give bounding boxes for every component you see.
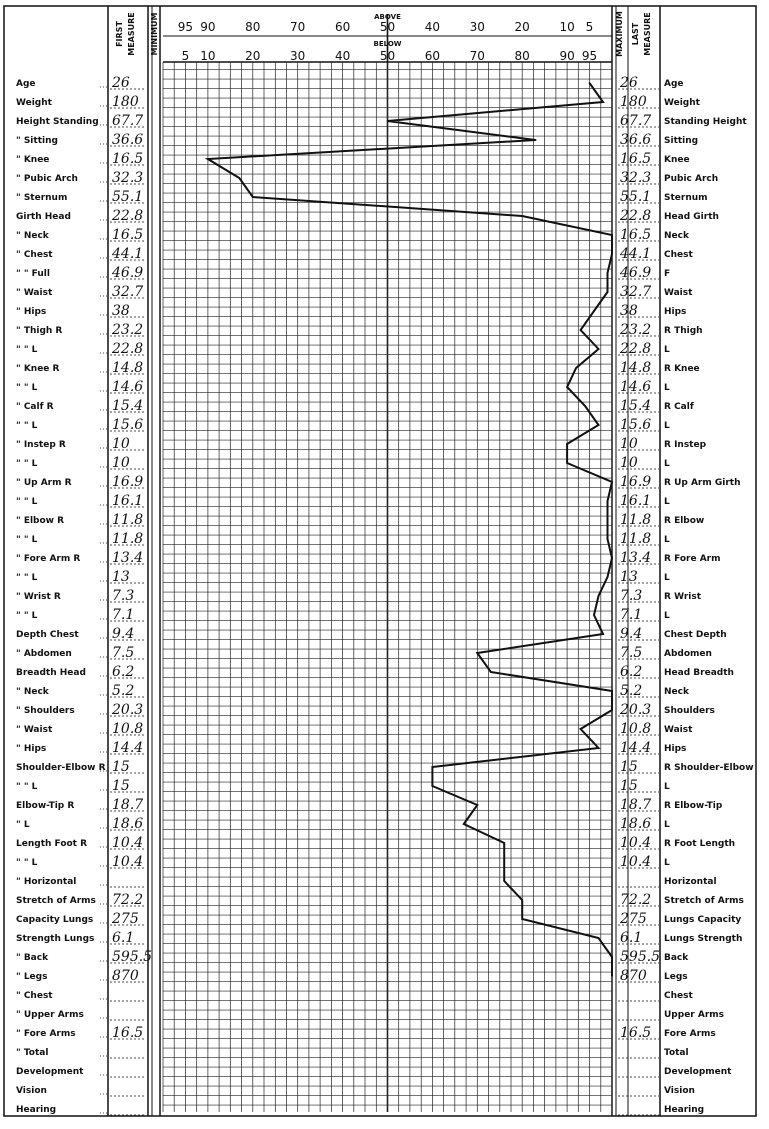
row-label-left: " Calf R bbox=[16, 402, 54, 412]
top-tick-label: 60 bbox=[334, 20, 351, 34]
first-measure-value: 14.8 bbox=[112, 360, 144, 376]
last-measure-value: 67.7 bbox=[620, 113, 652, 129]
bottom-tick-label: 5 bbox=[181, 49, 190, 63]
row-label-right: L bbox=[664, 611, 670, 621]
row-label-right: Chest Depth bbox=[664, 630, 727, 640]
row-label-right: R Shoulder-Elbow bbox=[664, 763, 754, 773]
first-measure-value: 10.4 bbox=[112, 854, 144, 870]
first-measure-value: 67.7 bbox=[112, 113, 144, 129]
first-measure-value: 46.9 bbox=[112, 265, 144, 281]
row-label-left: " Sternum bbox=[16, 193, 68, 203]
last-measure-value: 32.3 bbox=[620, 170, 652, 186]
row-label-right: Waist bbox=[664, 725, 693, 735]
last-measure-value: 14.6 bbox=[620, 379, 652, 395]
first-measure-value: 11.8 bbox=[112, 512, 144, 528]
last-measure-value: 11.8 bbox=[620, 512, 652, 528]
row-label-left: " L bbox=[16, 820, 30, 830]
first-measure-header: MEASURE bbox=[127, 12, 136, 56]
first-measure-value: 5.2 bbox=[112, 683, 135, 699]
first-measure-value: 16.5 bbox=[112, 151, 144, 167]
first-measure-value: 23.2 bbox=[112, 322, 144, 338]
first-measure-value: 595.5 bbox=[112, 949, 153, 965]
row-label-right: Standing Height bbox=[664, 117, 747, 127]
row-label-right: R Foot Length bbox=[664, 839, 736, 849]
row-label-left: " " L bbox=[16, 497, 38, 507]
row-label-right: L bbox=[664, 421, 670, 431]
last-measure-value: 16.9 bbox=[620, 474, 652, 490]
row-label-right: L bbox=[664, 497, 670, 507]
row-label-left: " Fore Arm R bbox=[16, 554, 81, 564]
row-label-right: L bbox=[664, 459, 670, 469]
row-label-left: " Thigh R bbox=[16, 326, 63, 336]
first-measure-value: 13.4 bbox=[112, 550, 144, 566]
last-measure-value: 18.7 bbox=[620, 797, 652, 813]
bottom-tick-label: 50 bbox=[379, 49, 396, 63]
last-measure-value: 26 bbox=[620, 75, 638, 91]
top-tick-label: 30 bbox=[469, 20, 485, 34]
row-label-left: Height Standing bbox=[16, 117, 99, 127]
last-measure-value: 15.4 bbox=[620, 398, 652, 414]
row-label-right: Upper Arms bbox=[664, 1010, 725, 1020]
row-label-right: L bbox=[664, 535, 670, 545]
last-measure-value: 6.1 bbox=[620, 930, 643, 946]
last-measure-value: 20.3 bbox=[620, 702, 652, 718]
top-tick-label: 20 bbox=[514, 20, 530, 34]
row-label-left: " Neck bbox=[16, 231, 49, 241]
row-label-left: " Back bbox=[16, 953, 49, 963]
first-measure-value: 14.4 bbox=[112, 740, 144, 756]
first-measure-header: FIRST bbox=[115, 21, 124, 47]
chart-headers bbox=[115, 11, 652, 63]
row-label-left: " " L bbox=[16, 345, 38, 355]
last-measure-value: 180 bbox=[620, 94, 647, 110]
row-label-left: Hearing bbox=[16, 1105, 57, 1115]
last-measure-value: 16.1 bbox=[620, 493, 652, 509]
row-label-right: Knee bbox=[664, 155, 690, 165]
last-measure-value: 7.3 bbox=[620, 588, 643, 604]
row-label-left: Vision bbox=[16, 1086, 47, 1096]
last-measure-value: 6.2 bbox=[620, 664, 643, 680]
row-label-right: Horizontal bbox=[664, 877, 717, 887]
row-label-right: L bbox=[664, 383, 670, 393]
row-label-right: Head Breadth bbox=[664, 668, 734, 678]
first-measure-value: 11.8 bbox=[112, 531, 144, 547]
first-measure-value: 16.1 bbox=[112, 493, 144, 509]
row-label-left: " " L bbox=[16, 383, 38, 393]
first-measure-value: 10 bbox=[112, 455, 130, 471]
last-measure-value: 275 bbox=[620, 911, 647, 927]
first-measure-value: 32.3 bbox=[112, 170, 144, 186]
last-measure-value: 16.5 bbox=[620, 151, 652, 167]
last-measure-value: 14.4 bbox=[620, 740, 652, 756]
row-label-right: R Wrist bbox=[664, 592, 702, 602]
row-label-right: Head Girth bbox=[664, 212, 719, 222]
row-label-left: " " L bbox=[16, 459, 38, 469]
measurement-row bbox=[16, 1067, 732, 1077]
row-label-right: Vision bbox=[664, 1086, 695, 1096]
last-measure-value: 44.1 bbox=[620, 246, 652, 262]
row-label-right: Hips bbox=[664, 744, 687, 754]
last-measure-value: 7.1 bbox=[620, 607, 643, 623]
first-measure-value: 10 bbox=[112, 436, 130, 452]
first-measure-value: 6.2 bbox=[112, 664, 135, 680]
row-label-right: R Knee bbox=[664, 364, 700, 374]
first-measure-value: 9.4 bbox=[112, 626, 135, 642]
row-label-left: Age bbox=[16, 79, 36, 89]
row-label-right: Sitting bbox=[664, 136, 699, 146]
first-measure-value: 7.3 bbox=[112, 588, 135, 604]
last-measure-value: 10.8 bbox=[620, 721, 652, 737]
row-label-right: R Instep bbox=[664, 440, 707, 450]
last-measure-value: 5.2 bbox=[620, 683, 643, 699]
last-measure-value: 15 bbox=[620, 759, 638, 775]
row-label-right: R Elbow bbox=[664, 516, 705, 526]
row-label-left: " Up Arm R bbox=[16, 478, 72, 488]
first-measure-value: 44.1 bbox=[112, 246, 144, 262]
row-label-right: Total bbox=[664, 1048, 689, 1058]
first-measure-value: 18.7 bbox=[112, 797, 144, 813]
row-label-left: " Upper Arms bbox=[16, 1010, 84, 1020]
row-label-right: F bbox=[664, 269, 671, 279]
bottom-tick-label: 30 bbox=[290, 49, 306, 63]
row-label-left: " " L bbox=[16, 858, 38, 868]
last-measure-value: 870 bbox=[620, 968, 647, 984]
row-label-left: " Wrist R bbox=[16, 592, 61, 602]
row-label-right: Stretch of Arms bbox=[664, 896, 744, 906]
last-measure-value: 11.8 bbox=[620, 531, 652, 547]
row-label-right: Abdomen bbox=[664, 649, 712, 659]
row-label-left: " " L bbox=[16, 421, 38, 431]
row-label-left: " Neck bbox=[16, 687, 49, 697]
row-label-right: Hips bbox=[664, 307, 687, 317]
row-label-left: Length Foot R bbox=[16, 839, 88, 849]
top-tick-label: 5 bbox=[585, 20, 594, 34]
last-measure-value: 23.2 bbox=[620, 322, 652, 338]
last-measure-value: 18.6 bbox=[620, 816, 652, 832]
row-label-left: Development bbox=[16, 1067, 84, 1077]
row-label-left: " Hips bbox=[16, 307, 47, 317]
row-label-right: R Thigh bbox=[664, 326, 703, 336]
top-tick-label: 90 bbox=[200, 20, 216, 34]
row-label-left: Shoulder-Elbow R bbox=[16, 763, 106, 773]
top-tick-label: 70 bbox=[290, 20, 306, 34]
last-measure-value: 32.7 bbox=[620, 284, 652, 300]
below-label: BELOW bbox=[373, 40, 402, 48]
top-tick-label: 95 bbox=[177, 20, 194, 34]
bottom-tick-label: 10 bbox=[200, 49, 216, 63]
last-measure-value: 15.6 bbox=[620, 417, 652, 433]
row-label-left: " " L bbox=[16, 573, 38, 583]
last-measure-value: 10.4 bbox=[620, 854, 652, 870]
last-measure-value: 595.5 bbox=[620, 949, 661, 965]
top-tick-label: 80 bbox=[245, 20, 261, 34]
row-label-right: L bbox=[664, 573, 670, 583]
first-measure-value: 16.9 bbox=[112, 474, 144, 490]
row-label-right: R Elbow-Tip bbox=[664, 801, 723, 811]
row-label-right: Sternum bbox=[664, 193, 708, 203]
row-label-left: " Waist bbox=[16, 725, 53, 735]
first-measure-value: 22.8 bbox=[112, 341, 144, 357]
row-label-right: Pubic Arch bbox=[664, 174, 719, 184]
row-label-right: Chest bbox=[664, 991, 693, 1001]
last-measure-value: 46.9 bbox=[620, 265, 652, 281]
first-measure-value: 16.5 bbox=[112, 1025, 144, 1041]
first-measure-value: 15 bbox=[112, 778, 130, 794]
first-measure-value: 26 bbox=[112, 75, 130, 91]
bottom-tick-label: 95 bbox=[581, 49, 598, 63]
last-measure-value: 14.8 bbox=[620, 360, 652, 376]
row-label-left: " Elbow R bbox=[16, 516, 65, 526]
row-label-right: Hearing bbox=[664, 1105, 705, 1115]
maximum-header: MAXIMUM bbox=[615, 11, 624, 57]
row-label-left: Breadth Head bbox=[16, 668, 86, 678]
top-tick-label: 50 bbox=[379, 20, 396, 34]
row-label-left: " Sitting bbox=[16, 136, 58, 146]
first-measure-value: 36.6 bbox=[112, 132, 144, 148]
row-label-right: L bbox=[664, 345, 670, 355]
row-label-right: R Fore Arm bbox=[664, 554, 721, 564]
first-measure-value: 38 bbox=[112, 303, 130, 319]
last-measure-value: 10.4 bbox=[620, 835, 652, 851]
bottom-tick-label: 40 bbox=[334, 49, 351, 63]
row-label-left: Weight bbox=[16, 98, 52, 108]
row-label-right: Legs bbox=[664, 972, 688, 982]
measurement-row bbox=[16, 1086, 695, 1096]
last-measure-value: 13.4 bbox=[620, 550, 652, 566]
first-measure-value: 16.5 bbox=[112, 227, 144, 243]
row-label-left: " Knee bbox=[16, 155, 50, 165]
first-measure-value: 275 bbox=[112, 911, 139, 927]
first-measure-value: 15 bbox=[112, 759, 130, 775]
row-label-right: Neck bbox=[664, 687, 689, 697]
last-measure-value: 9.4 bbox=[620, 626, 643, 642]
last-measure-value: 72.2 bbox=[620, 892, 652, 908]
bottom-tick-label: 80 bbox=[514, 49, 530, 63]
first-measure-value: 870 bbox=[112, 968, 139, 984]
row-label-left: " " L bbox=[16, 782, 38, 792]
row-label-right: Fore Arms bbox=[664, 1029, 716, 1039]
row-label-left: " Fore Arms bbox=[16, 1029, 76, 1039]
row-label-left: Depth Chest bbox=[16, 630, 79, 640]
measurement-row bbox=[16, 1048, 689, 1058]
last-measure-value: 16.5 bbox=[620, 227, 652, 243]
row-label-right: Waist bbox=[664, 288, 693, 298]
row-label-left: " Legs bbox=[16, 972, 48, 982]
bottom-tick-label: 60 bbox=[424, 49, 441, 63]
row-label-left: Strength Lungs bbox=[16, 934, 95, 944]
first-measure-value: 20.3 bbox=[112, 702, 144, 718]
last-measure-value: 16.5 bbox=[620, 1025, 652, 1041]
first-measure-value: 7.5 bbox=[112, 645, 135, 661]
row-label-left: Stretch of Arms bbox=[16, 896, 96, 906]
last-measure-value: 36.6 bbox=[620, 132, 652, 148]
row-label-right: Neck bbox=[664, 231, 689, 241]
first-measure-value: 72.2 bbox=[112, 892, 144, 908]
last-measure-value: 15 bbox=[620, 778, 638, 794]
first-measure-value: 10.8 bbox=[112, 721, 144, 737]
row-label-left: " Instep R bbox=[16, 440, 66, 450]
top-tick-label: 40 bbox=[424, 20, 441, 34]
bottom-tick-label: 20 bbox=[245, 49, 261, 63]
first-measure-value: 14.6 bbox=[112, 379, 144, 395]
last-measure-value: 22.8 bbox=[620, 208, 652, 224]
last-measure-value: 38 bbox=[620, 303, 638, 319]
row-label-left: " " Full bbox=[16, 269, 50, 279]
last-measure-value: 13 bbox=[620, 569, 638, 585]
first-measure-value: 6.1 bbox=[112, 930, 135, 946]
minimum-header: MINIMUM bbox=[150, 12, 159, 56]
bottom-tick-label: 90 bbox=[559, 49, 575, 63]
row-label-left: " " L bbox=[16, 611, 38, 621]
first-measure-value: 10.4 bbox=[112, 835, 144, 851]
above-label: ABOVE bbox=[374, 13, 401, 21]
row-label-right: Development bbox=[664, 1067, 732, 1077]
row-label-right: Shoulders bbox=[664, 706, 715, 716]
row-label-right: Age bbox=[664, 79, 684, 89]
row-label-left: " Abdomen bbox=[16, 649, 72, 659]
measurement-row bbox=[16, 991, 693, 1001]
row-label-right: L bbox=[664, 858, 670, 868]
last-measure-header: MEASURE bbox=[643, 12, 652, 56]
first-measure-value: 32.7 bbox=[112, 284, 144, 300]
row-label-left: " Waist bbox=[16, 288, 53, 298]
first-measure-value: 15.6 bbox=[112, 417, 144, 433]
row-label-left: " Horizontal bbox=[16, 877, 77, 887]
last-measure-value: 10 bbox=[620, 436, 638, 452]
bottom-tick-label: 70 bbox=[469, 49, 485, 63]
first-measure-value: 180 bbox=[112, 94, 139, 110]
row-label-right: Weight bbox=[664, 98, 700, 108]
first-measure-value: 22.8 bbox=[112, 208, 144, 224]
first-measure-value: 55.1 bbox=[112, 189, 144, 205]
row-label-right: L bbox=[664, 782, 670, 792]
row-label-left: " Total bbox=[16, 1048, 49, 1058]
row-label-left: Capacity Lungs bbox=[16, 915, 94, 925]
row-label-left: " Hips bbox=[16, 744, 47, 754]
row-label-right: L bbox=[664, 820, 670, 830]
row-label-left: " Pubic Arch bbox=[16, 174, 78, 184]
row-label-right: R Up Arm Girth bbox=[664, 478, 741, 488]
row-label-right: Lungs Capacity bbox=[664, 915, 742, 925]
row-label-left: " Shoulders bbox=[16, 706, 75, 716]
row-label-right: R Calf bbox=[664, 402, 694, 412]
first-measure-value: 18.6 bbox=[112, 816, 144, 832]
row-label-left: " Chest bbox=[16, 250, 53, 260]
last-measure-value: 55.1 bbox=[620, 189, 652, 205]
row-label-right: Lungs Strength bbox=[664, 934, 743, 944]
row-label-left: Elbow-Tip R bbox=[16, 801, 75, 811]
measurement-row bbox=[16, 1010, 724, 1020]
first-measure-value: 7.1 bbox=[112, 607, 135, 623]
chart-grid bbox=[163, 14, 612, 1112]
first-measure-value: 13 bbox=[112, 569, 130, 585]
top-tick-label: 10 bbox=[559, 20, 575, 34]
row-label-left: " Knee R bbox=[16, 364, 60, 374]
last-measure-value: 22.8 bbox=[620, 341, 652, 357]
row-label-right: Chest bbox=[664, 250, 693, 260]
row-label-left: Girth Head bbox=[16, 212, 71, 222]
row-label-right: Back bbox=[664, 953, 689, 963]
row-label-left: " " L bbox=[16, 535, 38, 545]
last-measure-value: 10 bbox=[620, 455, 638, 471]
last-measure-header: LAST bbox=[631, 22, 640, 46]
first-measure-value: 15.4 bbox=[112, 398, 144, 414]
last-measure-value: 7.5 bbox=[620, 645, 643, 661]
row-label-left: " Chest bbox=[16, 991, 53, 1001]
